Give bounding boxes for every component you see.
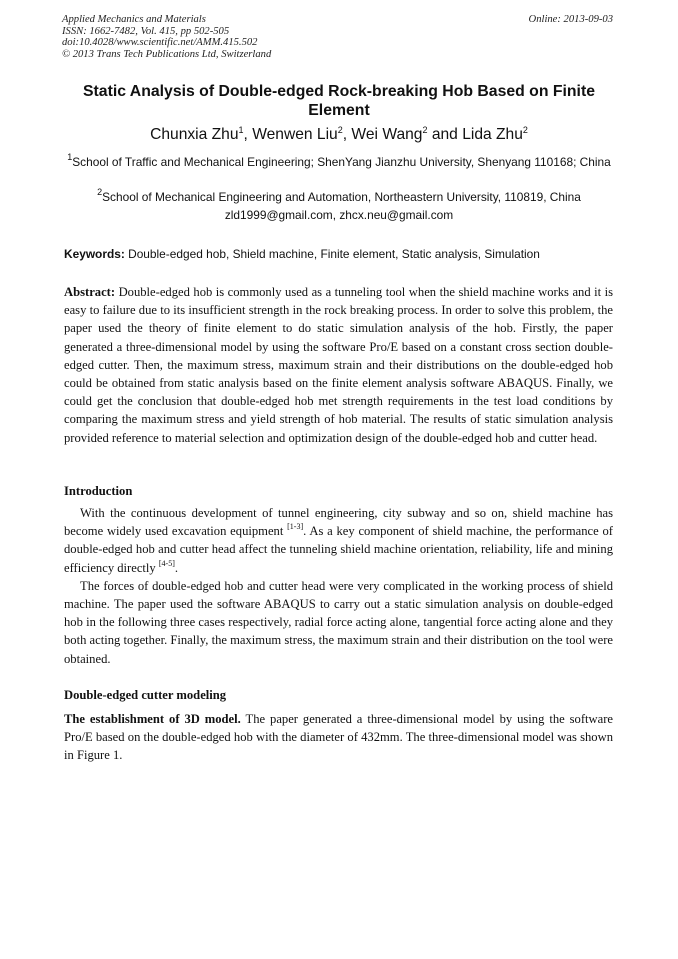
author-separator: , — [342, 126, 352, 143]
abstract-label: Abstract: — [64, 285, 116, 299]
online-date: Online: 2013-09-03 — [528, 14, 613, 25]
author-affiliation-mark: 1 — [238, 125, 244, 135]
citation[interactable]: [4-5] — [158, 558, 175, 568]
modeling-heading: Double-edged cutter modeling — [64, 688, 227, 702]
paragraph-text: The paper generated a three-dimensional model by using the software Pro/E based on the double-edged hob with the diameter of 432mm. The three-dimensional model was shown in Figure 1. — [64, 712, 614, 763]
paragraph: The forces of double-edged hob and cutter head were very complicated in the working process of shield machine. The paper used the software ABAQUS to carry out a static simulation analysis on double-edged hob in the following three cases respectively, radial force acting alone, tangential force acting alone and they both acting together. Finally, the maximum stress, the maximum strain and their distribution on the tool were obtained. — [64, 578, 613, 666]
author-affiliation-mark: 2 — [337, 125, 343, 135]
affiliation-text: School of Mechanical Engineering and Automation, Northeastern University, 110819, China — [102, 190, 581, 204]
author-emails[interactable]: zld1999@gmail.com, zhcx.neu@gmail.com — [224, 208, 454, 222]
keywords-label: Keywords: — [64, 247, 125, 261]
paragraph-text: . — [174, 560, 179, 575]
author-separator: , — [243, 126, 253, 143]
doi-line[interactable]: doi:10.4028/www.scientific.net/AMM.415.502 — [62, 37, 258, 49]
subsection-label: The establishment of 3D model. — [64, 712, 241, 726]
paragraph-text: With the continuous development of tunnel engineering, city subway and so on, shield machine has become widely used excavation equipment — [64, 506, 613, 539]
modeling-body — [64, 710, 613, 765]
issn-line: ISSN: 1662-7482, Vol. 415, pp 502-505 — [62, 25, 230, 37]
journal-name: Applied Mechanics and Materials — [62, 14, 206, 25]
journal-header — [62, 14, 271, 60]
author-name: Wei Wang — [351, 126, 423, 143]
paper-title: Static Analysis of Double-edged Rock-breaking Hob Based on Finite Element — [82, 83, 595, 119]
introduction-heading: Introduction — [64, 484, 133, 498]
affiliation-2 — [50, 188, 628, 206]
affiliation-number: 2 — [97, 187, 103, 197]
keywords-text: Double-edged hob, Shield machine, Finite element, Static analysis, Simulation — [128, 247, 540, 261]
copyright-line: © 2013 Trans Tech Publications Ltd, Switzerland — [62, 48, 272, 60]
abstract-text: Double-edged hob is commonly used as a tunneling tool when the shield machine works and it is easy to failure due to its insufficient strength in the rock breaking process. In order to solve this problem, the paper used the theory of finite element to do static simulation analysis of the hob. Firstly, the paper generated a three-dimensional model by using the software Pro/E based on a constant cross section double-edged cutter. Then, the maximum stress, maximum strain and their distributions on the double-edged hob could be obtained from static analysis based on the finite element analysis software ABAQUS. Finally, we could get the conclusion that double-edged hob met strength requirements in the test load conditions by comparing the maximum stress and yield strength of hob material. The results of static simulation analysis provided reference to material selection and optimization design of the double-edged hob and cutter head. — [64, 285, 614, 445]
author-name: Wenwen Liu — [252, 126, 338, 143]
author-list — [40, 126, 638, 144]
author-separator: and — [427, 126, 463, 143]
affiliation-number: 1 — [67, 152, 73, 162]
paragraph-text: . As a key component of shield machine, the performance of double-edged hob and cutter head affect the tunneling shield machine orientation, reliability, life and mining efficiency directly — [64, 524, 613, 575]
author-affiliation-mark: 2 — [422, 125, 428, 135]
keywords — [64, 245, 624, 263]
citation[interactable]: [1-3] — [287, 522, 304, 532]
author-name: Chunxia Zhu — [150, 126, 239, 143]
author-affiliation-mark: 2 — [522, 125, 528, 135]
abstract — [64, 283, 613, 447]
paragraph — [64, 504, 613, 577]
author-name: Lida Zhu — [462, 126, 523, 143]
introduction-body — [64, 504, 613, 668]
affiliation-1 — [50, 153, 628, 171]
affiliation-text: School of Traffic and Mechanical Engineering; ShenYang Jianzhu University, Shenyang 110168; China — [72, 155, 611, 169]
